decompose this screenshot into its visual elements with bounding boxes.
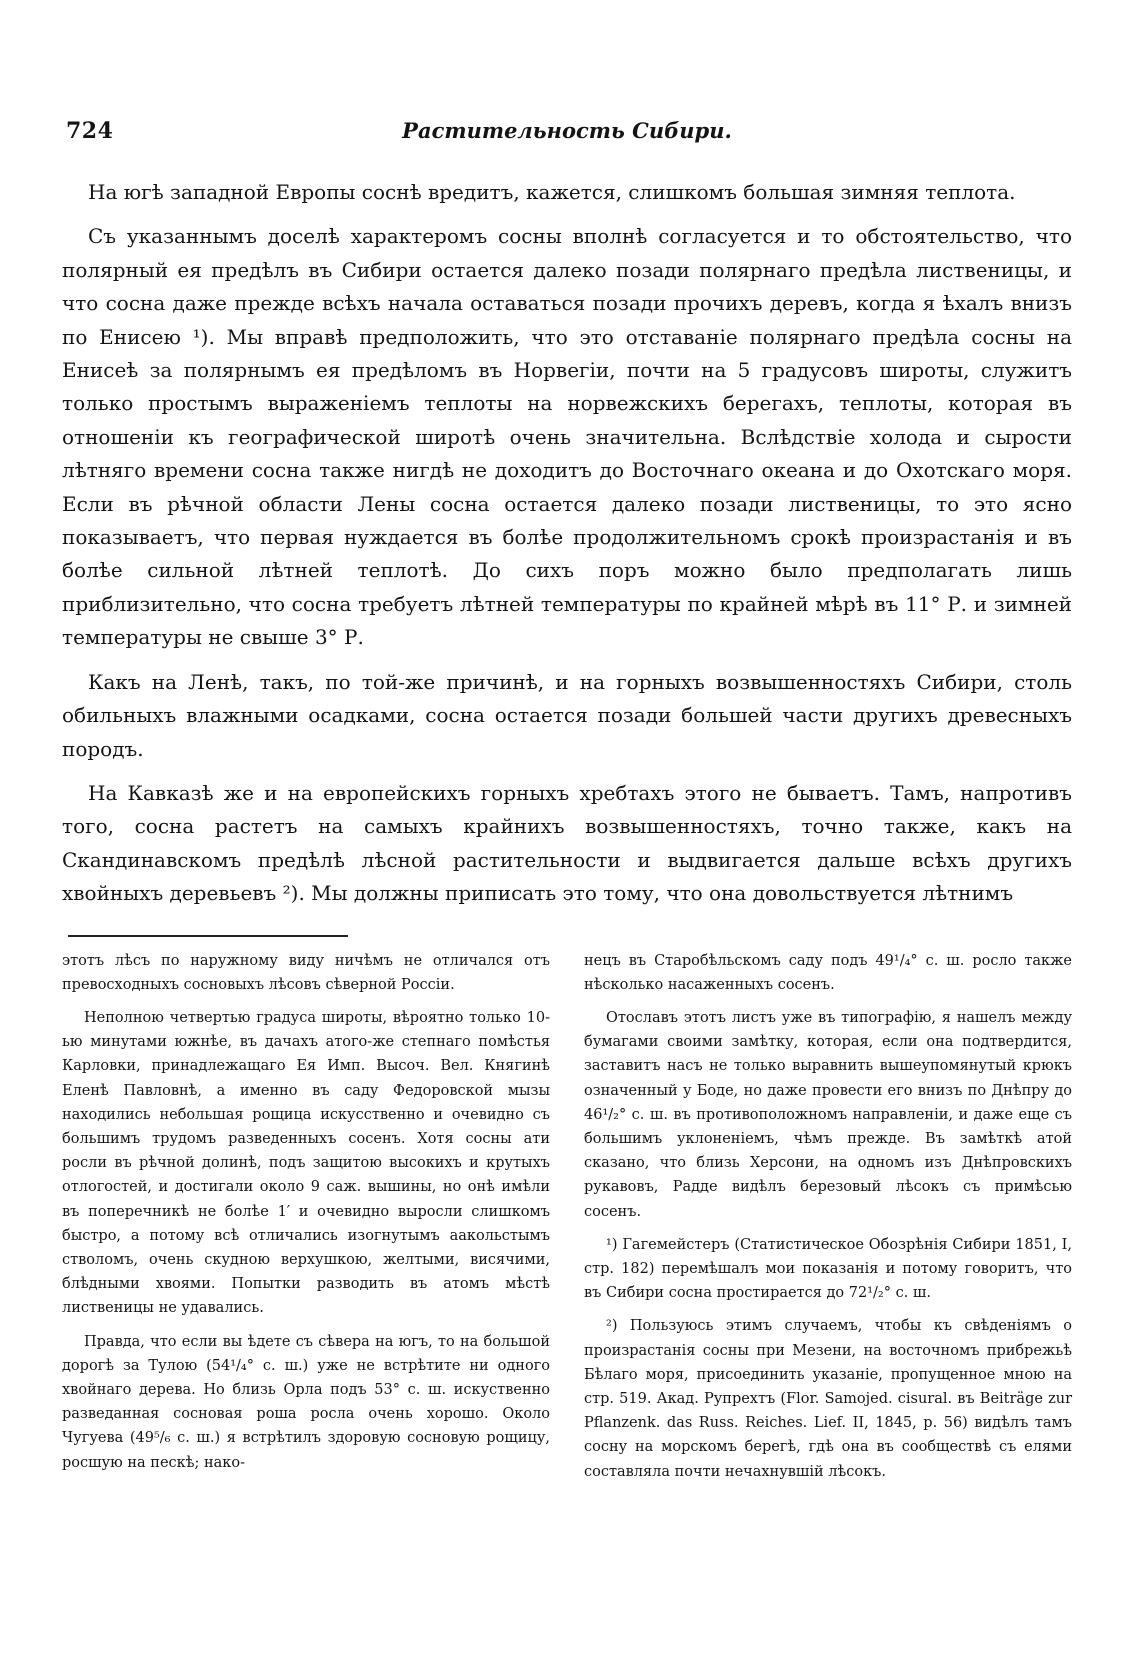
page-header xyxy=(62,118,1072,154)
book-page xyxy=(62,118,1072,1493)
footnotes-left-column xyxy=(62,949,550,1493)
paragraph-2: Съ указаннымъ доселѣ характеромъ сосны вполнѣ согласуется и то обстоятельство, что полярный ея предѣлъ въ Сибири остается далеко позади полярнаго предѣла лиственицы, и что сосна даже прежде всѣхъ начала оставаться позади прочихъ деревъ, когда я ѣхалъ внизъ по Енисею ¹). Мы вправѣ предположить, что это отставаніе полярнаго предѣла сосны на Енисеѣ за полярнымъ ея предѣломъ въ Норвегіи, почти на 5 градусовъ широты, служитъ только простымъ выраженіемъ теплоты на норвежскихъ берегахъ, теплоты, которая въ отношеніи къ географической широтѣ очень значительна. Вслѣдствіе холода и сырости лѣтняго времени сосна также нигдѣ не доходитъ до Восточнаго океана и до Охотскаго моря. Если въ рѣчной области Лены сосна остается далеко позади лиственицы, то это ясно показываетъ, что первая нуждается въ болѣе продолжительномъ срокѣ произрастанія и въ болѣе сильной лѣтней теплотѣ. До сихъ поръ можно было предполагать лишь приблизительно, что сосна требуетъ лѣтней температуры по крайней мѣрѣ въ 11° Р. и зимней температуры не свыше 3° Р. xyxy=(62,224,1072,650)
footnotes-right-column xyxy=(584,949,1072,1493)
footnote-divider xyxy=(68,935,348,937)
paragraph-4: На Кавказѣ же и на европейскихъ горныхъ хребтахъ этого не бываетъ. Тамъ, напротивъ того, сосна растетъ на самыхъ крайнихъ возвышенностяхъ, точно также, какъ на Скандинавскомъ предѣлѣ лѣсной растительности и выдвигается дальше всѣхъ другихъ хвойныхъ деревьевъ ²). Мы должны приписать это тому, что она довольствуется лѣтнимъ xyxy=(62,780,1072,906)
footnote-paragraph: этотъ лѣсъ по наружному виду ничѣмъ не отличался отъ превосходныхъ сосновыхъ лѣсовъ сѣверной Россіи. xyxy=(62,952,550,993)
footnotes xyxy=(62,949,1072,1493)
footnote-1: ¹) Гагемейстеръ (Статистическое Обозрѣнія Сибири 1851, I, стр. 182) перемѣшалъ мои показанія и потому говоритъ, что въ Сибири сосна простирается до 72¹/₂° с. ш. xyxy=(584,1236,1072,1302)
paragraph-3: Какъ на Ленѣ, такъ, по той-же причинѣ, и на горныхъ возвышенностяхъ Сибири, столь обильныхъ влажными осадками, сосна остается позади большей части другихъ древесныхъ породъ. xyxy=(62,669,1072,761)
footnote-paragraph: Неполною четвертью градуса широты, вѣроятно только 10-ью минутами южнѣе, въ дачахъ атого-же степнаго помѣстья Карловки, принадлежащаго Ея Имп. Высоч. Вел. Княгинѣ Еленѣ Павловнѣ, а именно въ саду Федоровской мызы находились небольшая рощица искусственно и очевидно съ большимъ трудомъ разведенныхъ сосенъ. Хотя сосны ати росли въ рѣчной долинѣ, подъ защитою высокихъ и крутыхъ отлогостей, и достигали около 9 саж. вышины, но онѣ имѣли въ поперечникѣ не болѣе 1′ и очевидно выросли слишкомъ быстро, а потому всѣ отличались изогнутымъ аакольстымъ стволомъ, очень скудною верхушкою, желтыми, висячими, блѣдными хвоями. Попытки разводить въ атомъ мѣстѣ лиственицы не удавались. xyxy=(62,1009,550,1317)
running-title: Растительность Сибири. xyxy=(402,118,732,143)
footnote-paragraph: нецъ въ Старобѣльскомъ саду подъ 49¹/₄° с. ш. росло также нѣсколько насаженныхъ сосенъ. xyxy=(584,952,1072,993)
footnote-paragraph: Правда, что если вы ѣдете съ сѣвера на югъ, то на большой дорогѣ за Тулою (54¹/₄° с. ш.) уже не встрѣтите ни одного хвойнаго дерева. Но близь Орла подъ 53° с. ш. искуственно разведанная сосновая роша росла очень хорошо. Около Чугуева (49⁵/₆ с. ш.) я встрѣтилъ здоровую сосновую рощицу, росшую на пескѣ; нако- xyxy=(62,1333,550,1471)
paragraph-1: На югѣ западной Европы соснѣ вредитъ, кажется, слишкомъ большая зимняя теплота. xyxy=(88,180,1016,204)
footnote-2: ²) Пользуюсь этимъ случаемъ, чтобы къ свѣденіямъ о произрастанія сосны при Мезени, на восточномъ прибрежьѣ Бѣлаго моря, присоединить указаніе, пропущенное мною на стр. 519. Акад. Рупрехтъ (Flor. Samojed. cisural. въ Beiträge zur Pflanzenk. das Russ. Reiches. Lief. II, 1845, p. 56) видѣлъ тамъ сосну на морскомъ берегѣ, гдѣ она въ сообществѣ съ елями составляла почти нечахнувшій лѣсокъ. xyxy=(584,1318,1072,1480)
footnote-paragraph: Отославъ этотъ листъ уже въ типографію, я нашелъ между бумагами своими замѣтку, которая, если она подтвердится, заставитъ насъ не только выравнить вышеупомянутый крюкъ означенный у Боде, но даже провести его внизъ по Днѣпру до 46¹/₂° с. ш. въ противоположномъ направленіи, и даже еще съ большимъ уклоненіемъ, чѣмъ прежде. Въ замѣткѣ атой сказано, что близь Херсони, на одномъ изъ Днѣпровскихъ рукавовъ, Радде видѣлъ березовый лѣсокъ съ примѣсью сосенъ. xyxy=(584,1009,1072,1220)
page-number: 724 xyxy=(66,118,114,144)
main-text xyxy=(62,176,1072,911)
